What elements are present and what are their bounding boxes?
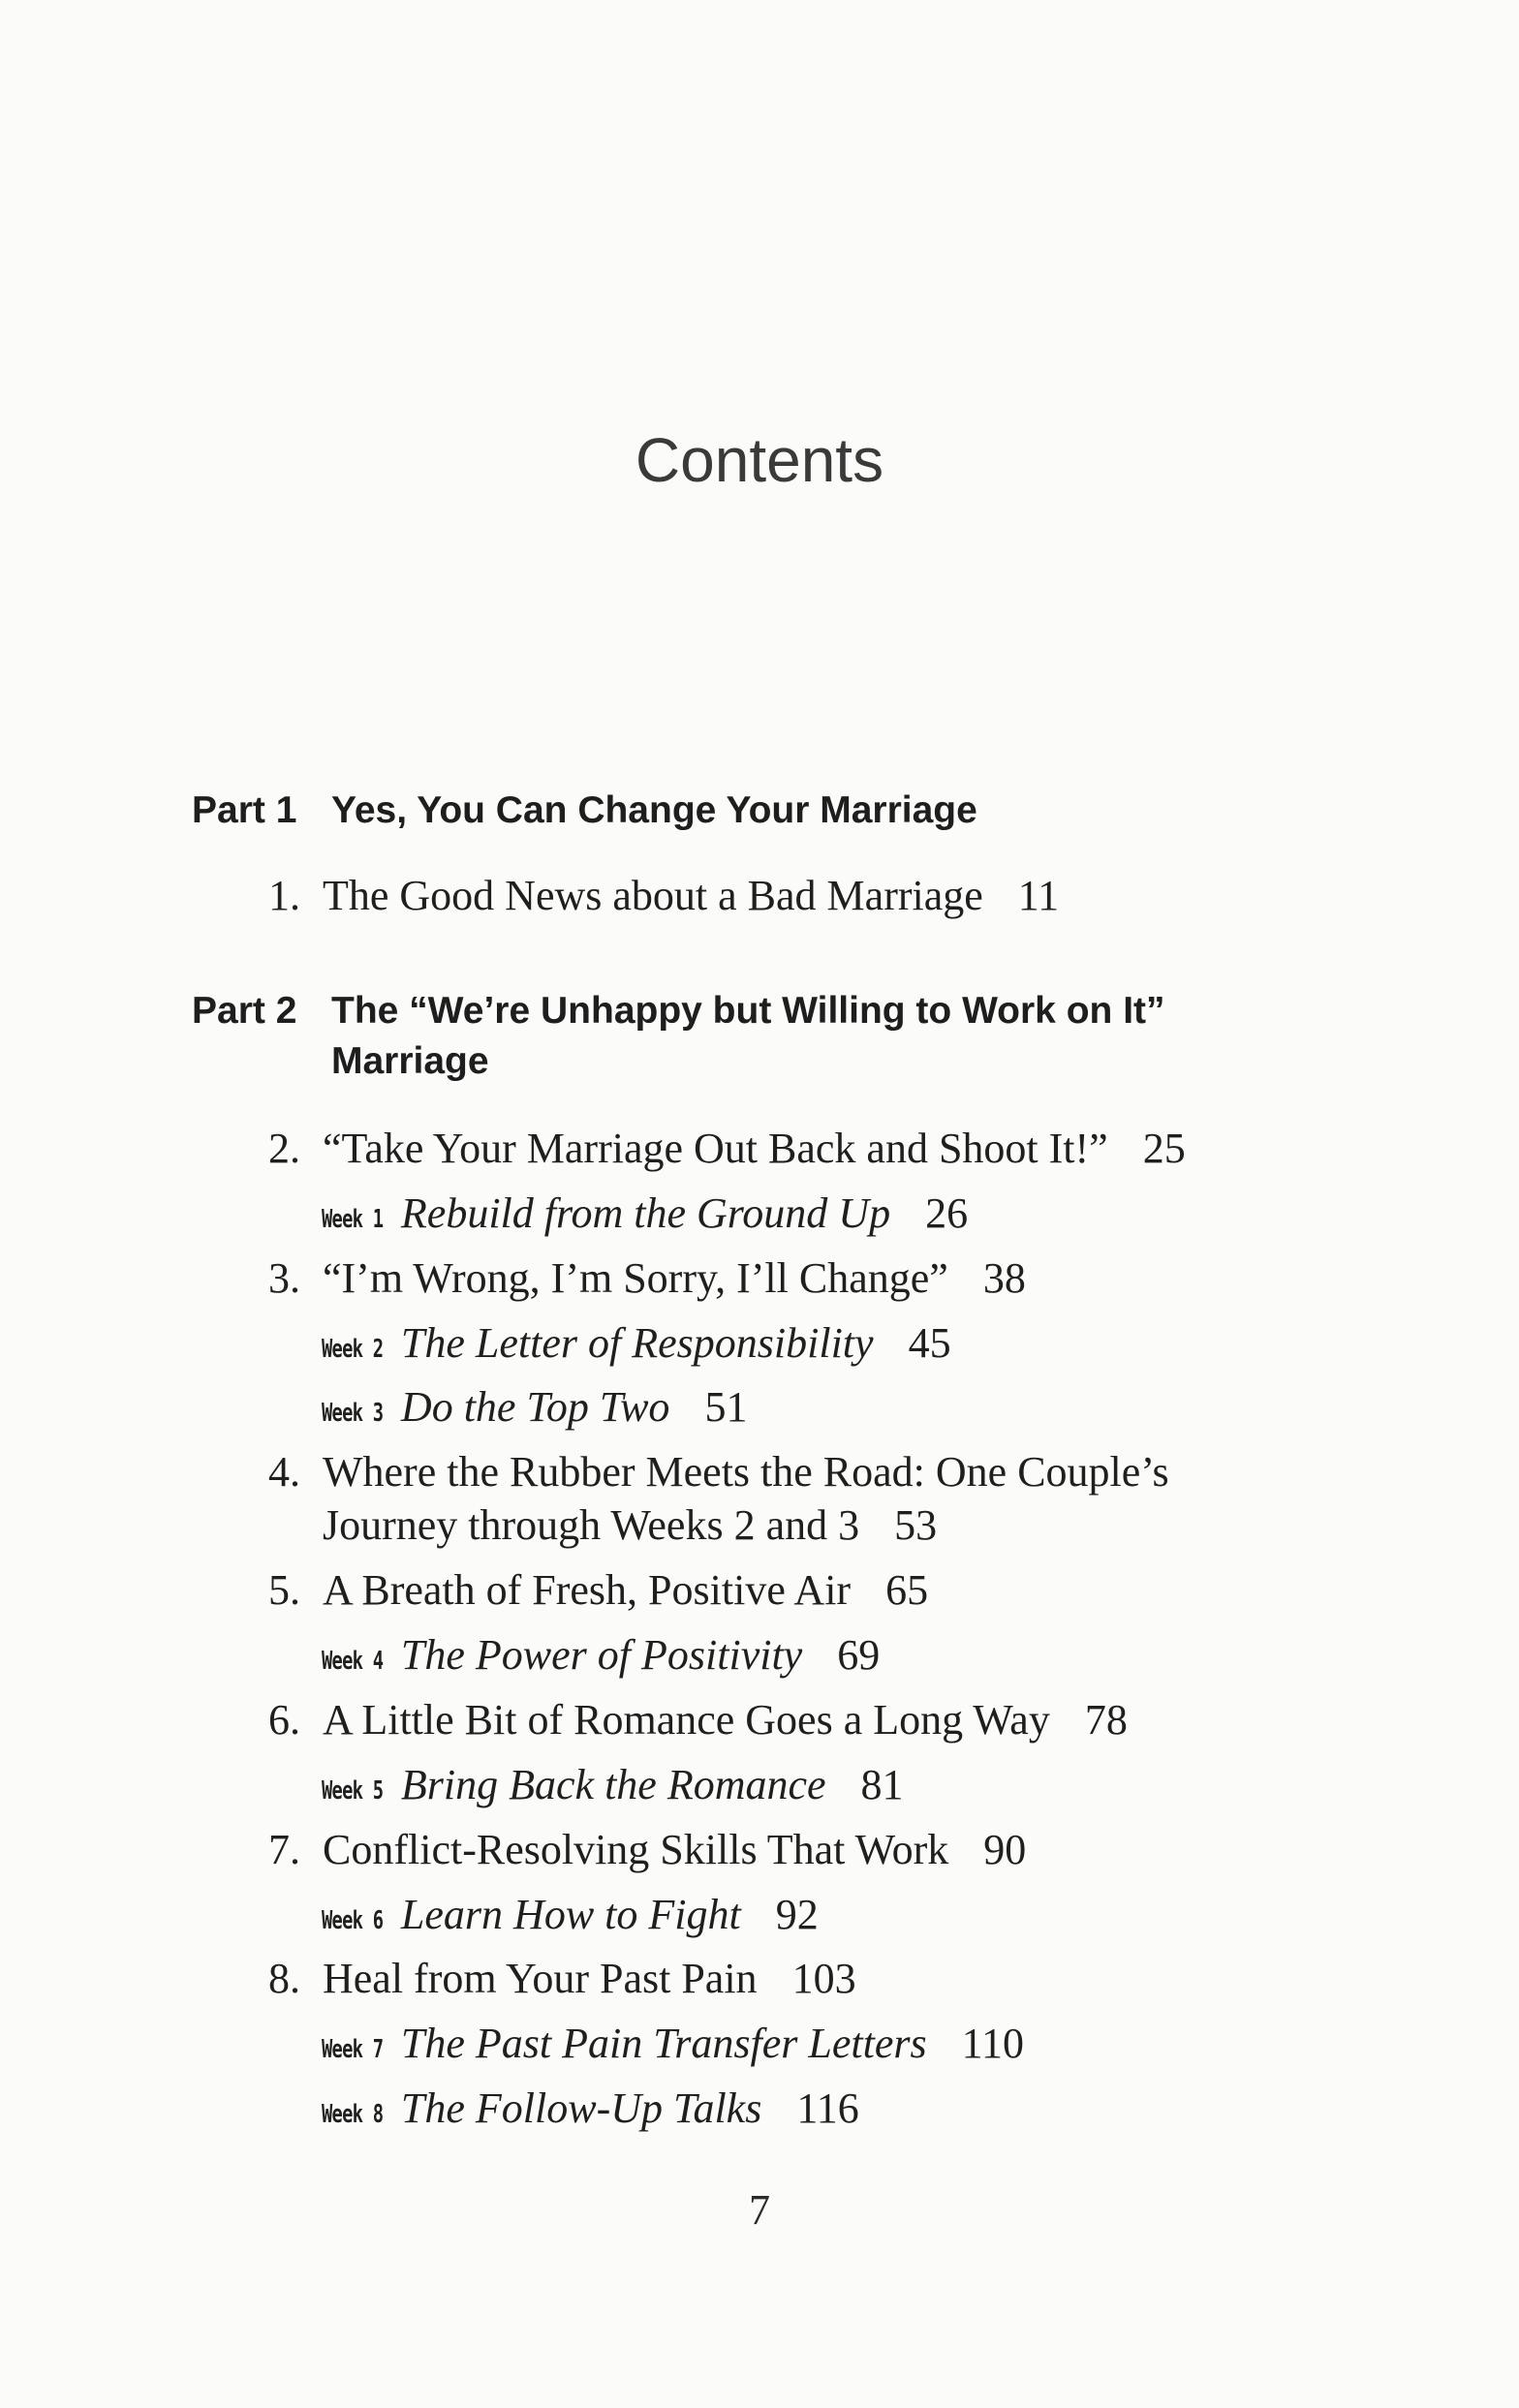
- chapter-5-page: 65: [885, 1566, 929, 1614]
- chapter-3-entry[interactable]: [323, 1252, 1026, 1305]
- chapter-8-page: 103: [791, 1955, 856, 2002]
- chapter-4-title-line-1[interactable]: Where the Rubber Meets the Road: One Couple’s: [323, 1448, 1169, 1496]
- chapter-7-title: Conflict-Resolving Skills That Work: [323, 1826, 949, 1873]
- chapter-7-entry[interactable]: [323, 1824, 1026, 1876]
- chapter-6-page: 78: [1084, 1696, 1128, 1744]
- chapter-1-entry[interactable]: [323, 870, 1059, 922]
- week-5-page: 81: [860, 1761, 904, 1808]
- week-3-title: Do the Top Two: [400, 1383, 670, 1431]
- week-1-label: Week 1: [322, 1205, 384, 1234]
- chapter-4-page: 53: [894, 1501, 938, 1549]
- week-4-page: 69: [837, 1631, 881, 1679]
- week-3-entry[interactable]: [322, 1381, 747, 1443]
- week-5-title: Bring Back the Romance: [400, 1761, 826, 1808]
- chapter-4-entry-line-2[interactable]: [323, 1499, 937, 1552]
- week-4-title: The Power of Positivity: [400, 1631, 803, 1679]
- week-5-entry[interactable]: [322, 1759, 904, 1821]
- week-6-entry[interactable]: [322, 1889, 819, 1951]
- week-6-label: Week 6: [322, 1906, 384, 1935]
- part-2-label: Part 2: [192, 990, 297, 1032]
- chapter-6-entry[interactable]: [323, 1694, 1128, 1746]
- chapter-6-number: 6.: [268, 1696, 300, 1744]
- week-8-page: 116: [796, 2084, 859, 2132]
- part-1-label: Part 1: [192, 789, 297, 831]
- chapter-6-title: A Little Bit of Romance Goes a Long Way: [323, 1696, 1050, 1744]
- week-7-entry[interactable]: [322, 2018, 1024, 2080]
- week-6-title: Learn How to Fight: [400, 1891, 741, 1938]
- page-title: Contents: [635, 425, 884, 495]
- week-4-label: Week 4: [322, 1647, 384, 1676]
- part-2-title-line-2: Marriage: [331, 1040, 489, 1082]
- week-2-label: Week 2: [322, 1335, 384, 1364]
- week-6-page: 92: [775, 1891, 819, 1938]
- chapter-1-title: The Good News about a Bad Marriage: [323, 872, 983, 919]
- week-2-title: The Letter of Responsibility: [400, 1319, 874, 1367]
- week-1-page: 26: [925, 1189, 969, 1237]
- chapter-1-page: 11: [1017, 872, 1060, 919]
- week-7-label: Week 7: [322, 2035, 384, 2064]
- week-7-title: The Past Pain Transfer Letters: [400, 2020, 927, 2067]
- week-3-label: Week 3: [322, 1399, 384, 1428]
- week-1-entry[interactable]: [322, 1188, 968, 1250]
- week-5-label: Week 5: [322, 1776, 384, 1806]
- week-3-page: 51: [704, 1383, 748, 1431]
- week-7-page: 110: [961, 2020, 1025, 2067]
- chapter-5-entry[interactable]: [323, 1564, 928, 1617]
- chapter-8-number: 8.: [268, 1955, 300, 2002]
- chapter-7-number: 7.: [268, 1826, 300, 1873]
- page-number: 7: [749, 2186, 770, 2234]
- chapter-3-number: 3.: [268, 1254, 300, 1302]
- week-1-title: Rebuild from the Ground Up: [400, 1189, 891, 1237]
- chapter-7-page: 90: [983, 1826, 1027, 1873]
- chapter-2-page: 25: [1142, 1125, 1186, 1172]
- week-2-page: 45: [908, 1319, 951, 1367]
- week-2-entry[interactable]: [322, 1317, 951, 1379]
- chapter-8-title: Heal from Your Past Pain: [323, 1955, 758, 2002]
- chapter-4-title-line-2: Journey through Weeks 2 and 3: [323, 1501, 860, 1549]
- chapter-1-number: 1.: [268, 872, 300, 919]
- chapter-3-page: 38: [982, 1254, 1026, 1302]
- chapter-2-title: “Take Your Marriage Out Back and Shoot It!”: [323, 1125, 1108, 1172]
- week-8-label: Week 8: [322, 2100, 384, 2129]
- part-2-title-line-1: The “We’re Unhappy but Willing to Work on It”: [331, 990, 1165, 1032]
- week-8-title: The Follow-Up Talks: [400, 2084, 762, 2132]
- chapter-4-number: 4.: [268, 1448, 300, 1496]
- chapter-8-entry[interactable]: [323, 1953, 856, 2005]
- chapter-3-title: “I’m Wrong, I’m Sorry, I’ll Change”: [323, 1254, 948, 1302]
- chapter-5-number: 5.: [268, 1566, 300, 1614]
- chapter-2-entry[interactable]: [323, 1123, 1186, 1175]
- chapter-2-number: 2.: [268, 1125, 300, 1172]
- week-4-entry[interactable]: [322, 1629, 880, 1691]
- part-1-title: Yes, You Can Change Your Marriage: [331, 789, 977, 831]
- chapter-5-title: A Breath of Fresh, Positive Air: [323, 1566, 852, 1614]
- week-8-entry[interactable]: [322, 2083, 859, 2145]
